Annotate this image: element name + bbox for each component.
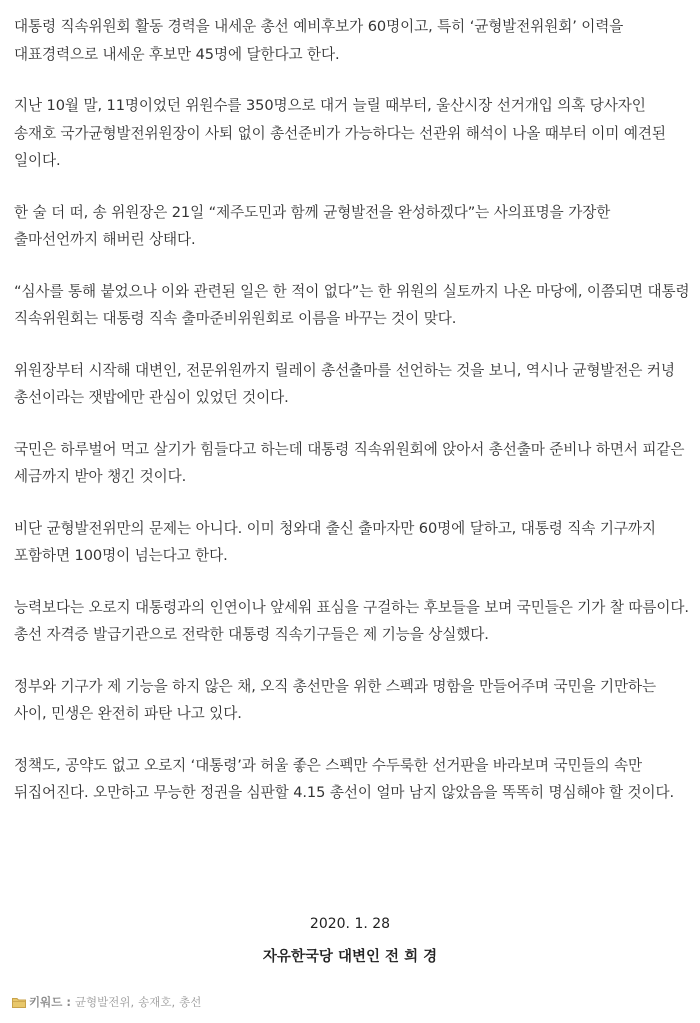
article-paragraph: 지난 10월 말, 11명이었던 위원수를 350명으로 대거 늘릴 때부터, 울산시장 선거개입 의혹 당사자인 송재호 국가균형발전위원장이 사퇴 없이 총선준비가 가능하다는 선관위 해석이 나올 때부터 이미 예견된 일이다.: [14, 97, 666, 169]
keyword-separator: ,: [171, 995, 176, 1009]
article-paragraph: 위원장부터 시작해 대변인, 전문위원까지 릴레이 총선출마를 선언하는 것을 보니, 역시나 균형발전은 커녕 총선이라는 잿밥에만 관심이 있었던 것이다.: [14, 361, 675, 406]
folder-icon: [12, 997, 26, 1008]
article-signature: 자유한국당 대변인 전 희 경: [262, 949, 438, 965]
keyword-item[interactable]: 균형발전위: [74, 995, 131, 1009]
article-paragraph: 능력보다는 오로지 대통령과의 인연이나 앞세워 표심을 구걸하는 후보들을 보며 국민들은 기가 찰 따름이다. 총선 자격증 발급기관으로 전락한 대통령 직속기구들은 제 기능을 상실했다.: [14, 598, 689, 643]
article-paragraph: 정책도, 공약도 없고 오로지 ‘대통령’과 허울 좋은 스펙만 수두룩한 선거판을 바라보며 국민들의 속만 뒤집어진다. 오만하고 무능한 정권을 심판할 4.15 총선이 얼마 남지 않았음을 똑똑히 명심해야 할 것이다.: [14, 756, 675, 801]
article-paragraph: “심사를 통해 붙었으나 이와 관련된 일은 한 적이 없다”는 한 위원의 실토까지 나온 마당에, 이쯤되면 대통령 직속위원회는 대통령 직속 출마준비위원회로 이름을 바꾸는 것이 맞다.: [14, 282, 690, 327]
keyword-item[interactable]: 송재호: [138, 995, 172, 1009]
keyword-bar: [12, 994, 201, 1010]
article-paragraph: 한 술 더 떠, 송 위원장은 21일 “제주도민과 함께 균형발전을 완성하겠다”는 사의표명을 가장한 출마선언까지 해버린 상태다.: [14, 203, 611, 248]
article-body: [14, 13, 690, 831]
article-paragraph: 대통령 직속위원회 활동 경력을 내세운 총선 예비후보가 60명이고, 특히 ‘균형발전위원회’ 이력을 대표경력으로 내세운 후보만 45명에 달한다고 한다.: [14, 18, 624, 63]
keyword-item[interactable]: 총선: [179, 995, 202, 1009]
article-paragraph: 정부와 기구가 제 기능을 하지 않은 채, 오직 총선만을 위한 스펙과 명함을 만들어주며 국민을 기만하는 사이, 민생은 완전히 파탄 나고 있다.: [14, 677, 656, 722]
keyword-separator: ,: [130, 995, 135, 1009]
article-paragraph: 국민은 하루벌어 먹고 살기가 힘들다고 하는데 대통령 직속위원회에 앉아서 총선출마 준비나 하면서 피같은 세금까지 받아 챙긴 것이다.: [14, 440, 685, 485]
article-date: 2020. 1. 28: [309, 916, 391, 932]
keyword-label: 키워드 :: [29, 995, 71, 1009]
article-paragraph: 비단 균형발전위만의 문제는 아니다. 이미 청와대 출신 출마자만 60명에 달하고, 대통령 직속 기구까지 포함하면 100명이 넘는다고 한다.: [14, 519, 656, 564]
